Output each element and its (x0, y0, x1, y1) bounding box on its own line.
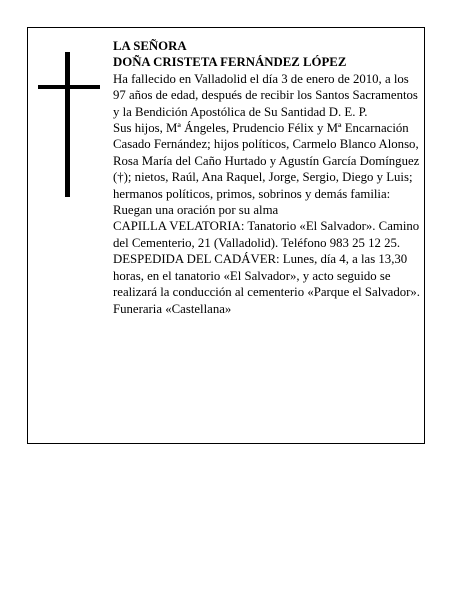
farewell-info: DESPEDIDA DEL CADÁVER: Lunes, día 4, a las 13,30 horas, en el tanatorio «El Salvador», y acto seguido se realizará la conducción al cementerio «Parque el Salvador». (113, 252, 420, 300)
chapel-info: CAPILLA VELATORIA: Tanatorio «El Salvador». Camino del Cementerio, 21 (Valladolid). Teléfono 983 25 12 25. (113, 219, 420, 250)
notice-text (113, 38, 421, 317)
cross-vertical-bar (65, 52, 70, 197)
death-announcement: Ha fallecido en Valladolid el día 3 de enero de 2010, a los 97 años de edad, después de recibir los Santos Sacramentos y la Bendición Apostólica de Su Santidad D. E. P. (113, 71, 418, 119)
funeral-home: Funeraria «Castellana» (113, 301, 232, 316)
prayer-request: Ruegan una oración por su alma (113, 203, 279, 218)
family-list: Sus hijos, Mª Ángeles, Prudencio Félix y Mª Encarnación Casado Fernández; hijos políticos, Carmelo Blanco Alonso, Rosa María del Caño Hurtado y Agustín García Domínguez (†); nietos, Raúl, Ana Raquel, Jorge, Sergio, Diego y Luis; hermanos políticos, primos, sobrinos y demás familia: (113, 121, 420, 201)
deceased-name: DOÑA CRISTETA FERNÁNDEZ LÓPEZ (113, 55, 347, 70)
cross-icon (38, 52, 100, 197)
notice-heading-title: LA SEÑORA (113, 39, 187, 53)
cross-horizontal-bar (38, 85, 100, 89)
